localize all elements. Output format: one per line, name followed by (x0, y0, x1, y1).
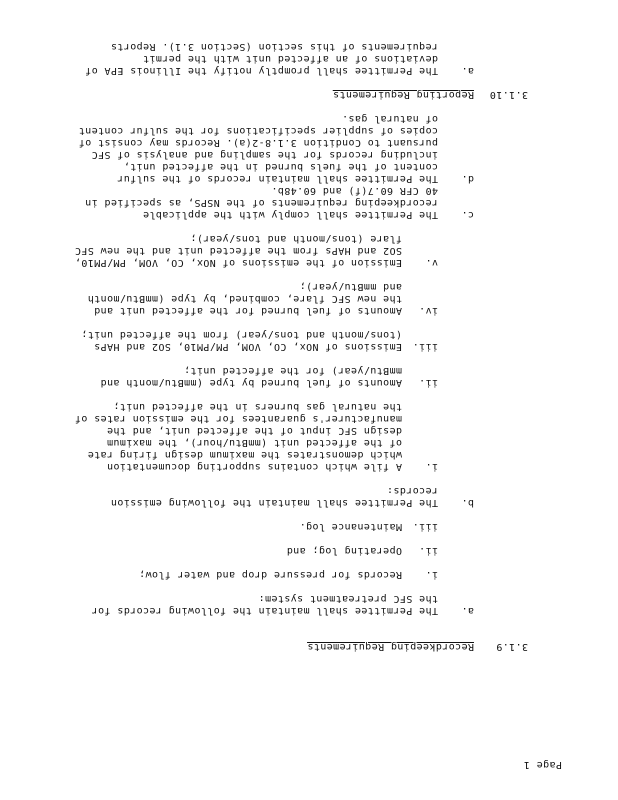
subitem-text-line: Maintenance log. (299, 521, 402, 532)
subitem-text-line: manufacturer's guarantees for the emission rates of (74, 413, 402, 424)
subitem-text-line: (tons/month and tons/year) from the affected unit; (80, 329, 402, 340)
subitem-text-line: the new SFC flare, combined, by type (mmBtu/month (87, 293, 402, 304)
item-text-line: content of the fuels burned in the affected unit, (123, 161, 438, 172)
item-text-line: of natural gas. (341, 113, 438, 124)
subitem-text-line: Records for pressure drop and water flow; (138, 569, 402, 580)
item-marker: b. (461, 497, 474, 508)
subitem-text-line: Operating log; and (286, 545, 402, 556)
item-text-line: including records for the sampling and analysis of SFC (91, 149, 438, 160)
subitem-marker: iii. (412, 341, 438, 352)
subitem-text-line: and mmBtu/year); (299, 281, 402, 292)
item-text-line: 40 CFR 60.7(f) and 60.48b. (271, 185, 438, 196)
item-text-line: The Permittee shall comply with the applicable (142, 209, 438, 220)
item-text-line: The Permittee shall maintain the following emission (110, 497, 438, 508)
subitem-text-line: flare (tons/month and tons/year); (190, 233, 402, 244)
item-text-line: The Permittee shall maintain records of the sulfur (116, 173, 438, 184)
subitem-text-line: of the affected unit (mmBtu/hour), the maximum (106, 437, 402, 448)
subitem-text-line: Amounts of fuel burned for the affected unit and (93, 305, 402, 316)
subitem-text-line: design SFC input of the affected unit, and the (106, 425, 402, 436)
section-heading: Recordkeeping Requirements (307, 641, 474, 652)
item-marker: a. (461, 65, 474, 76)
subitem-text-line: A file which contains supporting documentation (106, 461, 402, 472)
section-number: 3.1.10 (489, 89, 528, 100)
item-marker: c. (461, 209, 474, 220)
item-text-line: copies of supplier specifications for the sulfur content (78, 125, 438, 136)
subitem-text-line: mmBtu/year) for the affected unit; (183, 365, 402, 376)
subitem-text-line: Amounts of fuel burned by type (mmBtu/month and (100, 377, 402, 388)
item-text-line: The Permittee shall maintain the following records for (91, 605, 438, 616)
item-text-line: The Permittee shall promptly notify the Illinois EPA of (84, 65, 438, 76)
item-text-line: recordkeeping requirements of the NSPS, as specified in (84, 197, 438, 208)
subitem-text-line: Emissions of NOx, CO, VOM, PM/PM10, SO2 and HAPs (93, 341, 402, 352)
subitem-marker: iii. (412, 521, 438, 532)
subitem-marker: i. (425, 461, 438, 472)
page-label: Page 1 (523, 759, 562, 770)
item-text-line: requirements of this section (Section 3.1). Reports (110, 41, 438, 52)
subitem-marker: i. (425, 569, 438, 580)
section-number: 3.1.9 (495, 641, 528, 652)
subitem-marker: v. (425, 257, 438, 268)
subitem-text-line: the natural gas burners in the affected unit; (113, 401, 402, 412)
item-marker: d. (461, 173, 474, 184)
subitem-marker: ii. (418, 545, 438, 556)
subitem-marker: ii. (418, 377, 438, 388)
subitem-text-line: which demonstrates the maximum design firing rate (87, 449, 402, 460)
subitem-text-line: Emission of the emissions of NOx, CO, VOM, PM/PM10, (74, 257, 402, 268)
section-heading: Reporting Requirements (332, 89, 474, 100)
item-text-line: deviations of an affected unit with the permit (142, 53, 438, 64)
subitem-marker: iv. (418, 305, 438, 316)
item-text-line: records: (386, 485, 438, 496)
item-text-line: pursuant to Condition 3.1.8-2(a). Records may consist of (78, 137, 438, 148)
item-marker: a. (461, 605, 474, 616)
subitem-text-line: SO2 and HAPs from the affected unit and the new SFC (74, 245, 402, 256)
item-text-line: the SFC pretreatment system: (258, 593, 438, 604)
